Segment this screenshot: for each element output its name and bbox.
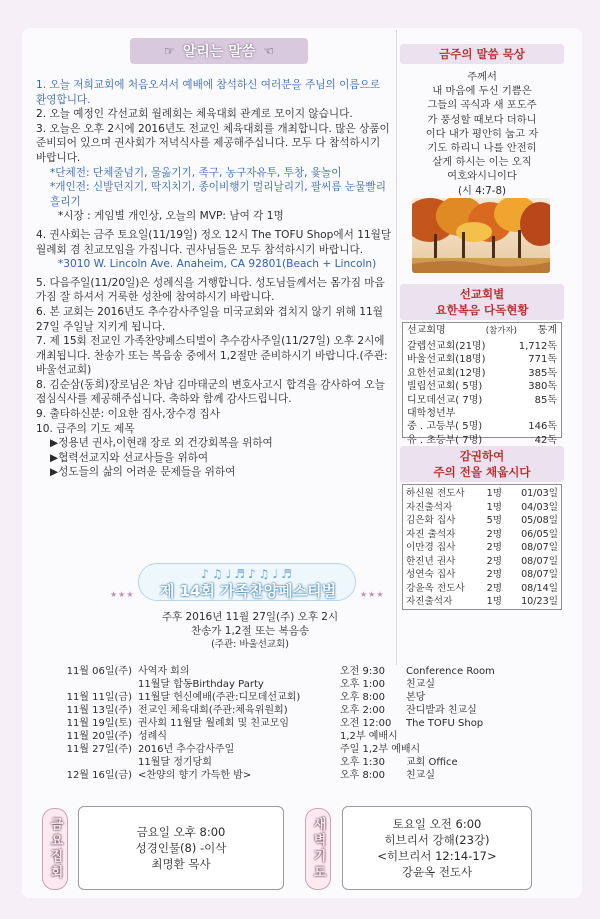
dawn-speaker: 강윤옥 전도사 <box>401 865 473 879</box>
mission-name: 빌립선교회( 5명) <box>407 381 483 393</box>
mission-heading-line1: 선교회별 <box>459 287 505 301</box>
schedule-date: 11월 11일(금) <box>66 692 132 703</box>
schedule-time: 오후 2:00 <box>340 705 385 716</box>
friday-topic: 성경인물(8) -이삭 <box>135 841 227 855</box>
notice-item-8: 8. 김순삼(동희)장로님은 차남 김마태군의 변호사고시 합격을 감사하여 오늘 점심식사를 제공해주십니다. 축하와 함께 감사드립니다. <box>36 378 385 406</box>
schedule-location: 친교실 <box>406 679 435 690</box>
list-item <box>50 678 550 691</box>
table-row <box>403 353 561 366</box>
schedule-event: 권사회 11월달 월례회 및 친교모임 <box>138 718 290 729</box>
notice-heading <box>130 38 308 64</box>
attendance-heading <box>400 446 564 482</box>
mission-value: 771독 <box>528 354 557 366</box>
mission-value: 146독 <box>528 421 557 433</box>
schedule-event: 11월달 헌신예배(주관:디모데선교회) <box>138 692 301 703</box>
table-row <box>403 501 561 515</box>
attendee-name: 하신원 전도사 <box>406 488 465 499</box>
schedule-date: 11월 19일(토) <box>66 718 132 729</box>
dawn-time: 토요일 오전 6:00 <box>392 817 482 831</box>
attendance-heading-line1: 감권하여 <box>459 449 505 463</box>
autumn-trees-photo <box>412 198 550 273</box>
schedule-event: 전교인 체육대회(주관:체육위원회) <box>138 705 288 716</box>
notice-item-6: 6. 본 교회는 2016년도 추수감사주일을 미국교회와 겹치지 않기 위해 11월 27일 주일날 지키게 됩니다. <box>36 305 383 333</box>
attendee-date: 08/07일 <box>521 555 558 567</box>
mission-value: 380독 <box>528 381 557 393</box>
mission-name: 대학청년부 <box>407 408 456 420</box>
attendee-name: 자진출석자 <box>406 501 453 513</box>
list-item <box>50 756 550 769</box>
schedule-date: 11월 06일(주) <box>66 666 132 677</box>
attendee-name: 성연숙 집사 <box>406 569 456 580</box>
attendee-count: 5명 <box>486 515 502 526</box>
schedule-time: 오후 1:30 <box>340 757 385 768</box>
verse-line: 주께서 <box>467 71 497 83</box>
attendee-name: 강윤옥 전도사 <box>406 582 465 594</box>
notice-item-3-individual: *개인전: 신발던지기, 딱지치기, 종이비행기 멀리날리기, 팔씨름 눈물빨리흘리기 <box>50 181 386 208</box>
verse-line: 그들의 곡식과 새 포도주 <box>427 99 537 112</box>
attendee-name: 자진출석자 <box>406 596 453 607</box>
notice-item-7: 7. 제 15회 전교인 가족찬양페스티벌이 추수감사주일(11/27일) 오후 2시에 개최됩니다. 찬송가 또는 복음송 중에서 1,2절만 준비하시기 바랍니다.(주관: 바울선교회) <box>36 335 388 377</box>
mission-heading-line2: 요한복음 다독현황 <box>435 303 529 317</box>
mission-name: 유 . 초등부( 7명) <box>407 434 483 446</box>
schedule-event: 2016년 추수감사주일 <box>138 744 235 755</box>
schedule-time: 주일 1,2부 예배시 <box>340 744 421 755</box>
schedule-location <box>406 743 550 756</box>
schedule-time: 오후 1:00 <box>340 679 385 690</box>
attendee-date: 06/05일 <box>521 528 558 540</box>
table-row <box>403 367 561 380</box>
mission-value: 1,712독 <box>518 341 557 352</box>
friday-meeting-box <box>78 806 284 890</box>
notice-item-3-team: *단체전: 단체줄넘기, 물옮기기, 족구, 농구자유투, 투창, 윷놀이 <box>50 166 342 179</box>
column-divider <box>396 30 397 665</box>
attendee-count: 1명 <box>486 488 502 499</box>
schedule-location: 교회 Office <box>406 757 458 768</box>
schedule-date: 11월 20일(주) <box>66 731 132 742</box>
prayer-item-1: ▶정용년 권사,이현래 장로 외 건강회복을 위하여 <box>50 437 273 450</box>
notice-item-4-address: *3010 W. Lincoln Ave. Anaheim, CA 92801(Beach + Lincoln) <box>58 258 377 271</box>
festival-title: 제 14회 가족찬양페스티벌 <box>159 582 337 600</box>
list-item <box>50 704 550 717</box>
notice-item-5: 5. 다음주일(11/20일)은 성례식을 거행합니다. 성도님들께서는 몸가짐 마음가짐 잘 하셔서 거룩한 성찬에 참여하시기 바랍니다. <box>36 276 385 304</box>
attendee-date: 08/14일 <box>521 582 558 594</box>
verse-text <box>404 70 560 198</box>
attendee-date: 10/23일 <box>521 596 558 607</box>
mission-heading <box>400 284 564 320</box>
mission-value: 385독 <box>528 367 557 379</box>
schedule-date <box>50 756 138 769</box>
attendance-heading-line2: 주의 전을 채웁시다 <box>433 465 531 479</box>
schedule-time: 오전 12:00 <box>340 718 392 729</box>
notice-item-1: 1. 오늘 저희교회에 처음오셔서 예배에 참석하신 여러분을 주님의 이름으로 환영합니다. <box>36 79 381 106</box>
verse-line: 기도 하리니 나를 안전히 <box>427 142 537 155</box>
dawn-prayer-label: 새벽기도 <box>305 808 331 890</box>
attendee-count: 2명 <box>486 582 502 594</box>
festival-songs: 찬송가 1,2절 또는 복음송 <box>191 625 309 637</box>
verse-line: 내 마음에 두신 기쁨은 <box>432 85 532 98</box>
dawn-prayer-box <box>342 806 532 890</box>
pointing-hand-right-icon: ☜ <box>263 44 275 58</box>
friday-time: 금요일 오후 8:00 <box>136 825 226 839</box>
table-row <box>403 394 561 407</box>
schedule-event: <찬양의 향기 가득한 밤> <box>138 770 252 781</box>
attendee-date: 05/08일 <box>521 515 558 526</box>
verse-line: 이다 내가 평안히 눕고 자 <box>425 127 539 140</box>
festival-date: 주후 2016년 11월 27일(주) 오후 2시 <box>161 611 339 623</box>
attendance-table <box>402 484 562 610</box>
attendee-date: 08/07일 <box>521 542 558 553</box>
schedule-time: 1,2부 예배시 <box>340 731 398 742</box>
notice-list <box>36 78 392 480</box>
attendee-name: 김은화 집사 <box>406 515 456 526</box>
friday-speaker: 최명환 목사 <box>151 857 211 871</box>
mission-header-stat: 통계 <box>537 325 557 336</box>
notice-item-9: 9. 출타하신분: 이요한 집사,장수경 집사 <box>36 408 221 421</box>
attendee-count: 1명 <box>486 501 502 513</box>
verse-reference: (시 4:7-8) <box>457 184 507 197</box>
mission-header-name: 선교회명 <box>407 325 446 336</box>
attendee-count: 2명 <box>486 528 502 540</box>
attendee-date: 01/03일 <box>521 488 558 499</box>
schedule-location: Conference Room <box>406 666 495 677</box>
mission-name: 요한선교회(12명) <box>407 367 486 379</box>
schedule-date: 11월 27일(주) <box>66 744 132 755</box>
mission-table-header <box>403 323 561 340</box>
schedule-date: 11월 13일(주) <box>66 705 132 716</box>
schedule-date <box>50 678 138 691</box>
schedule-date: 12월 16일(금) <box>66 770 132 781</box>
mission-table <box>402 322 562 446</box>
verse-heading: 금주의 말씀 묵상 <box>400 44 564 64</box>
schedule-time: 오후 8:00 <box>340 770 385 781</box>
dawn-passage: <히브리서 12:14-17> <box>377 849 497 863</box>
table-row <box>403 541 561 555</box>
attendee-count: 2명 <box>486 542 502 553</box>
mission-name: 갈렙선교회(21명) <box>407 341 486 352</box>
table-row <box>403 514 561 528</box>
prayer-item-2: ▶협력선교지와 선교사들을 위하여 <box>50 451 209 464</box>
schedule-location: 잔디밭과 친교실 <box>406 705 477 716</box>
friday-meeting-label: 금요집회 <box>42 808 68 890</box>
list-item <box>50 691 550 704</box>
attendee-count: 2명 <box>486 555 502 567</box>
verse-line: 살게 하시는 이는 오직 <box>432 156 532 169</box>
notice-item-3-awards: *시장 : 게임별 개인상, 오늘의 MVP: 남여 각 1명 <box>58 210 284 223</box>
table-row <box>403 555 561 569</box>
notice-item-3: 3. 오늘은 오후 2시에 2016년도 전교인 체육대회를 개최합니다. 많은 상품이 준비되어 있으며 권사회가 저녁식사를 제공해주십니다. 모두 다 참석하시기 바랍니다. <box>36 122 390 164</box>
mission-value <box>507 407 557 420</box>
notice-item-4: 4. 권사회는 금주 토요일(11/19일) 정오 12시 The TOFU Shop에서 11월달 월례회 겸 친교모임을 가집니다. 권사님들은 모두 참석하시기 바랍니다. <box>36 228 392 256</box>
verse-line: 여호와시니이다 <box>447 170 517 183</box>
verse-line: 가 풍성할 때보다 더하니 <box>427 113 537 126</box>
schedule-event: 성례식 <box>138 731 167 742</box>
table-row <box>403 380 561 393</box>
schedule-location: 본당 <box>406 692 426 703</box>
schedule-location <box>406 730 550 743</box>
dawn-topic: 히브리서 강해(23강) <box>384 833 490 847</box>
mission-name: 바울선교회(18명) <box>407 354 486 366</box>
list-item <box>50 717 550 730</box>
table-row <box>403 407 561 420</box>
festival-info <box>150 610 350 652</box>
attendee-count: 1명 <box>486 596 502 607</box>
table-row <box>403 420 561 433</box>
mission-name: 디모데선교( 7명) <box>407 394 483 406</box>
schedule-event: 사역자 회의 <box>138 666 190 677</box>
schedule-list <box>50 665 550 782</box>
schedule-event: 11월달 정기당회 <box>138 757 212 768</box>
table-row <box>403 528 561 542</box>
attendee-name: 자진 출석자 <box>406 528 456 540</box>
attendee-date: 04/03일 <box>521 501 558 513</box>
pointing-hand-left-icon: ☞ <box>163 44 175 58</box>
table-row <box>403 487 561 501</box>
schedule-location: 친교실 <box>406 770 435 781</box>
schedule-time: 오전 9:30 <box>340 666 385 677</box>
notice-item-2: 2. 오늘 예정인 각선교회 월례회는 체육대회 관계로 모이지 않습니다. <box>36 108 353 121</box>
festival-banner <box>138 563 356 601</box>
prayer-item-3: ▶성도들의 삶의 어려운 문제들을 위하여 <box>50 466 236 479</box>
table-row <box>403 340 561 353</box>
list-item <box>50 743 550 756</box>
stars-right-icon: ★★★ <box>360 590 385 599</box>
festival-host: (주관: 바울선교회) <box>211 639 289 650</box>
schedule-location: The TOFU Shop <box>406 718 484 729</box>
table-row <box>403 568 561 582</box>
mission-value: 42독 <box>534 434 557 446</box>
notice-title: 알리는 말씀 <box>182 44 256 60</box>
attendee-date: 08/07일 <box>521 569 558 580</box>
table-row <box>403 582 561 596</box>
list-item <box>50 730 550 743</box>
list-item <box>50 769 550 782</box>
mission-name: 중 . 고등부( 5명) <box>407 421 483 433</box>
attendee-name: 한진년 권사 <box>406 555 456 567</box>
list-item <box>50 665 550 678</box>
schedule-event: 11월달 합동Birthday Party <box>138 679 264 690</box>
table-row <box>403 595 561 609</box>
stars-left-icon: ★★★ <box>110 590 135 599</box>
music-notes-icon: ♪♫♩♬♪♫♩♬ <box>201 567 295 581</box>
notice-item-10: 10. 금주의 기도 제목 <box>36 422 135 435</box>
attendee-name: 이만경 집사 <box>406 542 456 553</box>
attendee-count: 2명 <box>486 569 502 580</box>
mission-header-count: (참가자) <box>485 326 517 336</box>
schedule-time: 오후 8:00 <box>340 692 385 703</box>
mission-value: 85독 <box>534 394 557 406</box>
